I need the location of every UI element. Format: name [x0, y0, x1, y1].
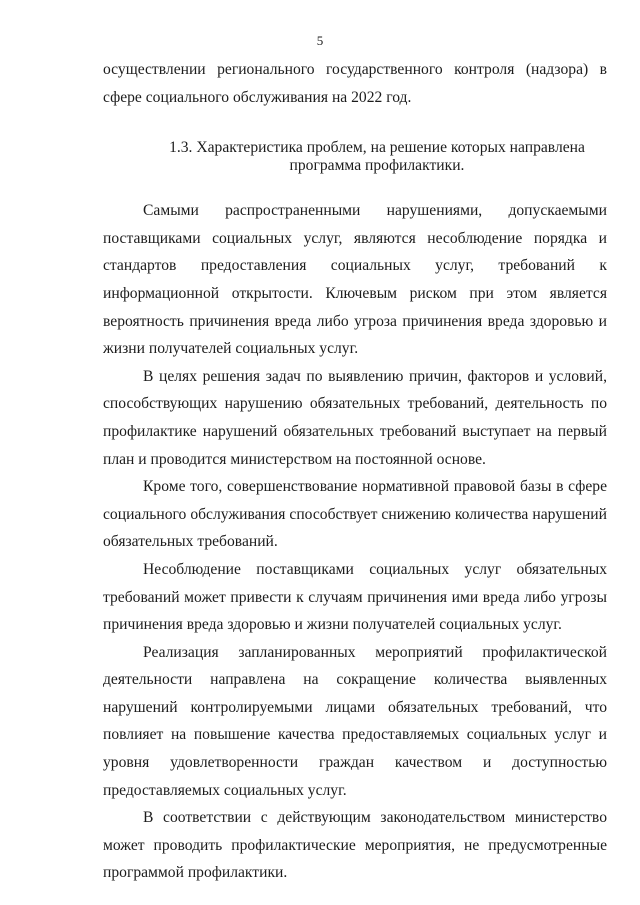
- body-paragraph-3: Кроме того, совершенствование нормативной правовой базы в сфере социального обслуживания способствует снижению количества нарушений обязательных требований.: [103, 478, 607, 551]
- body-paragraph-1: Самыми распространенными нарушениями, допускаемыми поставщиками социальных услуг, являются несоблюдение порядка и стандартов предоставления социальных услуг, требований к информационной открытости. Ключевым риском при этом является вероятность причинения вреда либо угроза причинения вреда здоровью и жизни получателей социальных услуг.: [103, 202, 607, 358]
- body-paragraph-2: В целях решения задач по выявлению причин, факторов и условий, способствующих нарушению обязательных требований, деятельность по профилактике нарушений обязательных требований выступает на первый план и проводится министерством на постоянной основе.: [103, 367, 607, 468]
- intro-paragraph: осуществлении регионального государственного контроля (надзора) в сфере социального обслуживания на 2022 год.: [103, 61, 607, 106]
- page-number: 5: [316, 33, 324, 48]
- body-paragraph-5: Реализация запланированных мероприятий профилактической деятельности направлена на сокращение количества выявленных нарушений контролируемыми лицами обязательных требований, что повлияет на повышение качества предоставляемых социальных услуг и уровня удовлетворенности граждан качеством и доступностью предоставляемых социальных услуг.: [103, 643, 607, 799]
- section-heading-line-1: 1.3. Характеристика проблем, на решение которых направлена: [169, 139, 585, 157]
- section-heading: [103, 139, 607, 175]
- section-heading-line-2: программа профилактики.: [289, 157, 465, 175]
- page-content: [103, 56, 607, 887]
- body-paragraph-6: В соответствии с действующим законодательством министерство может проводить профилактические мероприятия, не предусмотренные программой профилактики.: [103, 809, 607, 882]
- body-paragraph-4: Несоблюдение поставщиками социальных услуг обязательных требований может привести к случаям причинения ими вреда либо угрозы причинения вреда здоровью и жизни получателей социальных услуг.: [103, 560, 607, 634]
